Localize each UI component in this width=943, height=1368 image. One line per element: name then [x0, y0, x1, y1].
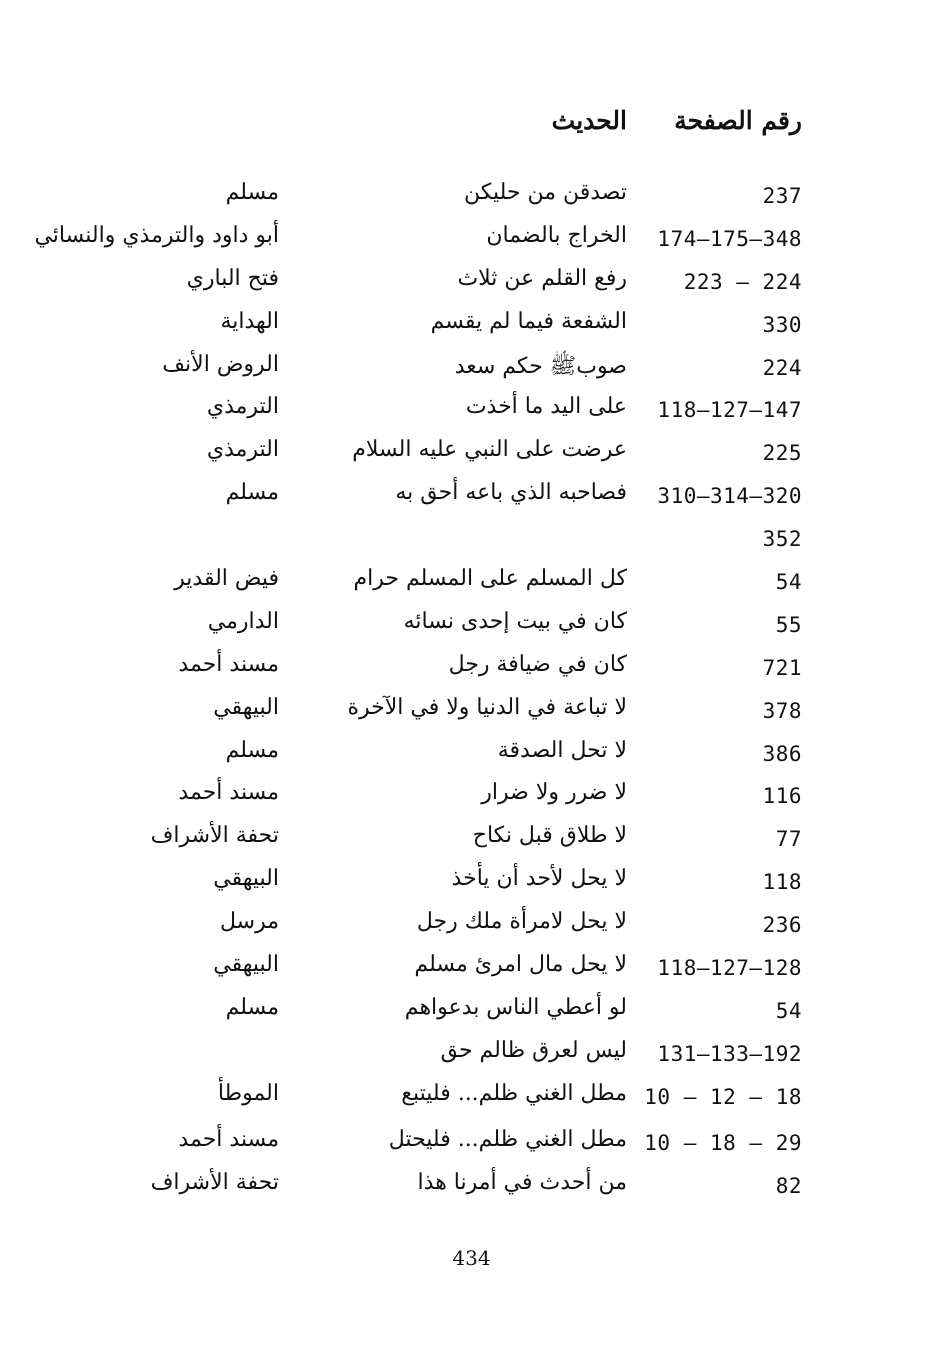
source-cell: مرسل — [219, 909, 279, 935]
hadith-text-cell: كل المسلم على المسلم حرام — [353, 566, 627, 592]
page-number-cell: 225 — [762, 441, 802, 466]
table-row — [0, 778, 943, 821]
table-row — [0, 950, 943, 993]
source-cell: الموطأ — [217, 1080, 279, 1106]
source-cell: فيض القدير — [174, 566, 279, 592]
hadith-text-cell: لا ضرر ولا ضرار — [481, 780, 627, 806]
table-row — [0, 178, 943, 221]
page-number-cell: 330 — [762, 312, 802, 337]
hadith-text-cell: فصاحبه الذي باعه أحق به — [395, 480, 627, 506]
table-row — [0, 1036, 943, 1079]
page-number-cell: 174–175–348 — [657, 226, 802, 251]
page-number-cell: 55 — [775, 612, 802, 637]
table-row — [0, 993, 943, 1036]
page-number-cell: 352 — [762, 527, 802, 552]
page-number-column-header: رقم الصفحة — [674, 106, 802, 135]
page-number-cell: 223 – 224 — [683, 269, 802, 294]
table-row — [0, 221, 943, 264]
page-number-cell: 721 — [762, 655, 802, 680]
source-cell: الترمذي — [206, 437, 279, 463]
table-row — [0, 607, 943, 650]
hadith-text-cell: رفع القلم عن ثلاث — [457, 265, 627, 291]
page-number-cell: 82 — [775, 1173, 802, 1198]
page-number-cell: 118–127–128 — [657, 956, 802, 981]
hadith-column-header: الحديث — [551, 106, 627, 135]
page-number-cell: 236 — [762, 913, 802, 938]
page-number-cell: 224 — [762, 355, 802, 380]
hadith-text-cell: لا يحل مال امرئ مسلم — [414, 952, 627, 978]
table-row — [0, 650, 943, 693]
page-number-cell: 10 – 18 – 29 — [644, 1130, 802, 1155]
hadith-text-cell: لا تباعة في الدنيا ولا في الآخرة — [347, 694, 627, 720]
hadith-text-cell: على اليد ما أخذت — [465, 394, 627, 420]
table-row — [0, 821, 943, 864]
table-row — [0, 864, 943, 907]
table-row — [0, 693, 943, 736]
source-cell: مسلم — [225, 480, 279, 506]
page-number-cell: 54 — [775, 570, 802, 595]
hadith-text-cell: كان في بيت إحدى نسائه — [403, 608, 627, 634]
source-cell: البيهقي — [213, 694, 279, 720]
source-cell: الروض الأنف — [162, 351, 279, 377]
page-number-cell: 378 — [762, 698, 802, 723]
page-number-cell: 77 — [775, 827, 802, 852]
page-number-cell: 10 – 12 – 18 — [644, 1084, 802, 1109]
source-cell: مسند أحمد — [178, 651, 279, 677]
source-cell: مسلم — [225, 994, 279, 1020]
source-cell: مسند أحمد — [178, 780, 279, 806]
table-row — [0, 1125, 943, 1168]
page-number-cell: 237 — [762, 184, 802, 208]
table-row — [0, 564, 943, 607]
hadith-text-cell: الخراج بالضمان — [486, 222, 627, 248]
source-cell: تحفة الأشراف — [150, 1169, 279, 1195]
table-row — [0, 264, 943, 307]
hadith-text-cell: صوبﷺ حكم سعد — [454, 353, 627, 379]
source-cell: فتح الباري — [186, 265, 279, 291]
hadith-text-cell: لا تحل الصدقة — [497, 737, 627, 763]
page-number-cell: 116 — [762, 784, 802, 809]
table-row — [0, 307, 943, 350]
table-row — [0, 1079, 943, 1125]
table-row — [0, 392, 943, 435]
hadith-text-cell: لا يحل لأحد أن يأخذ — [451, 866, 627, 892]
table-row — [0, 478, 943, 521]
page-number-cell: 54 — [775, 998, 802, 1023]
source-cell: مسند أحمد — [178, 1126, 279, 1152]
page-number-cell: 310–314–320 — [657, 484, 802, 509]
hadith-text-cell: عرضت على النبي عليه السلام — [352, 437, 627, 463]
page-number-cell: 118 — [762, 870, 802, 895]
table-row — [0, 435, 943, 478]
hadith-text-cell: مطل الغني ظلم... فليحتل — [388, 1126, 627, 1152]
hadith-text-cell: تصدقن من حليكن — [464, 180, 627, 205]
source-cell: مسلم — [225, 737, 279, 763]
hadith-text-cell: الشفعة فيما لم يقسم — [430, 308, 627, 334]
hadith-text-cell: لا يحل لامرأة ملك رجل — [416, 909, 627, 935]
page-number-cell: 386 — [762, 741, 802, 766]
table-row — [0, 350, 943, 393]
table-row — [0, 736, 943, 779]
hadith-text-cell: مطل الغني ظلم... فليتبع — [401, 1080, 627, 1106]
table-header — [0, 106, 943, 146]
hadith-text-cell: لو أعطي الناس بدعواهم — [404, 994, 627, 1020]
hadith-text-cell: كان في ضيافة رجل — [448, 651, 627, 677]
source-cell: تحفة الأشراف — [150, 823, 279, 849]
hadith-index-table — [0, 178, 943, 1210]
hadith-text-cell: لا طلاق قبل نكاح — [472, 823, 627, 849]
page-folio-number: 434 — [452, 1246, 491, 1270]
page-number-cell: 131–133–192 — [657, 1041, 802, 1066]
table-row — [0, 1168, 943, 1211]
source-cell: الدارمي — [207, 608, 279, 634]
source-cell: الترمذي — [206, 394, 279, 420]
source-cell: مسلم — [225, 180, 279, 205]
source-cell: الهداية — [220, 308, 279, 334]
source-cell: البيهقي — [213, 952, 279, 978]
hadith-text-cell: ليس لعرق ظالم حق — [440, 1037, 627, 1063]
table-row — [0, 521, 943, 564]
page-number-cell: 118–127–147 — [657, 398, 802, 423]
source-cell: أبو داود والترمذي والنسائي — [34, 222, 279, 248]
source-cell: البيهقي — [213, 866, 279, 892]
hadith-text-cell: من أحدث في أمرنا هذا — [417, 1169, 627, 1195]
table-row — [0, 907, 943, 950]
